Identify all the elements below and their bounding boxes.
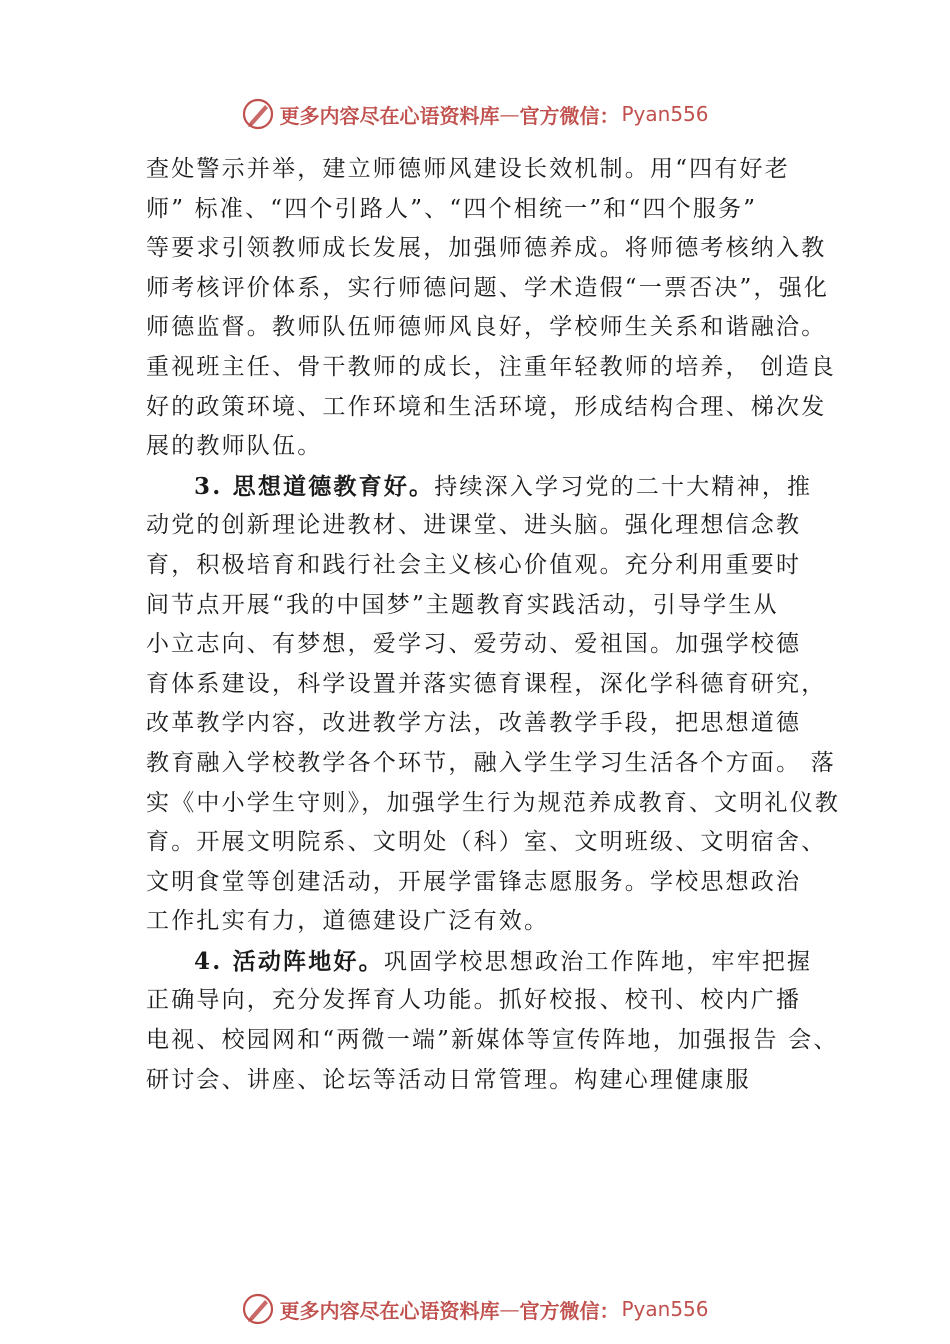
body-line: 动党的创新理论进教材、进课堂、进头脑。强化理想信念教 bbox=[146, 512, 802, 539]
footer-wechat-id: Pyan556 bbox=[621, 1297, 709, 1321]
body-line: 小立志向、有梦想，爱学习、爱劳动、爱祖国。加强学校德 bbox=[146, 631, 802, 658]
body-line: 育。开展文明院系、文明处（科）室、文明班级、文明宿舍、 bbox=[146, 829, 827, 856]
body-line: 育，积极培育和践行社会主义核心价值观。充分利用重要时 bbox=[146, 551, 802, 578]
body-line: 间节点开展“我的中国梦”主题教育实践活动，引导学生从 bbox=[146, 591, 779, 618]
footer-separator: — bbox=[499, 1297, 520, 1321]
header-separator: — bbox=[499, 102, 520, 126]
body-line: 工作扎实有力，道德建设广泛有效。 bbox=[146, 908, 550, 935]
body-line: 师德监督。教师队伍师德师风良好，学校师生关系和谐融洽。 bbox=[146, 314, 827, 341]
body-line: 展的教师队伍。 bbox=[146, 433, 323, 460]
body-line: 师考核评价体系，实行师德问题、学术造假“一票否决”，强化 bbox=[146, 274, 830, 301]
header-wechat-label: 官方微信： bbox=[519, 103, 620, 128]
body-line: 师” 标准、“四个引路人”、“四个相统一”和“四个服务” bbox=[146, 195, 758, 222]
header-wechat-id: Pyan556 bbox=[621, 102, 709, 126]
body-line: 教育融入学校教学各个环节，融入学生学习生活各个方面。 落 bbox=[146, 749, 836, 776]
section-4-first-line bbox=[146, 942, 818, 982]
body-line: 育体系建设，科学设置并落实德育课程，深化学科德育研究， bbox=[146, 670, 827, 697]
body-line: 文明食堂等创建活动，开展学雷锋志愿服务。学校思想政治 bbox=[146, 868, 802, 895]
body-line: 正确导向，充分发挥育人功能。抓好校报、校刊、校内广播 bbox=[146, 987, 802, 1014]
section-3-first-line-text: 持续深入学习党的二十大精神，推 bbox=[434, 473, 813, 500]
body-line: 重视班主任、骨干教师的成长，注重年轻教师的培养， 创造良 bbox=[146, 353, 836, 380]
body-line: 改革教学内容，改进教学方法，改善教学手段，把思想道德 bbox=[146, 710, 802, 737]
header-watermark bbox=[0, 92, 950, 136]
body-line: 查处警示并举，建立师德师风建设长效机制。用“四有好老 bbox=[146, 156, 790, 182]
body-line: 等要求引领教师成长发展，加强师德养成。将师德考核纳入教 bbox=[146, 235, 827, 262]
body-line: 实《中小学生守则》，加强学生行为规范养成教育、文明礼仪教 bbox=[146, 789, 841, 816]
footer-watermark-text: 更多内容尽在心语资料库 bbox=[279, 1298, 500, 1323]
body-line: 研讨会、讲座、论坛等活动日常管理。构建心理健康服 bbox=[146, 1066, 751, 1093]
section-4-heading: 4. 活动阵地好。 bbox=[194, 947, 384, 975]
pen-logo-icon bbox=[241, 1292, 275, 1326]
footer-wechat-label: 官方微信： bbox=[519, 1298, 620, 1323]
section-3-heading: 3. 思想道德教育好。 bbox=[194, 472, 435, 500]
body-line: 好的政策环境、工作环境和生活环境，形成结构合理、梯次发 bbox=[146, 393, 827, 420]
section-4-first-line-text: 巩固学校思想政治工作阵地，牢牢把握 bbox=[383, 948, 813, 975]
pen-logo-icon bbox=[241, 97, 275, 131]
header-watermark-text: 更多内容尽在心语资料库 bbox=[279, 103, 500, 128]
document-body bbox=[146, 150, 841, 1100]
footer-watermark bbox=[0, 1287, 950, 1331]
section-3-first-line bbox=[146, 467, 818, 507]
body-line: 电视、校园网和“两微一端”新媒体等宣传阵地，加强报告 会、 bbox=[146, 1027, 839, 1054]
